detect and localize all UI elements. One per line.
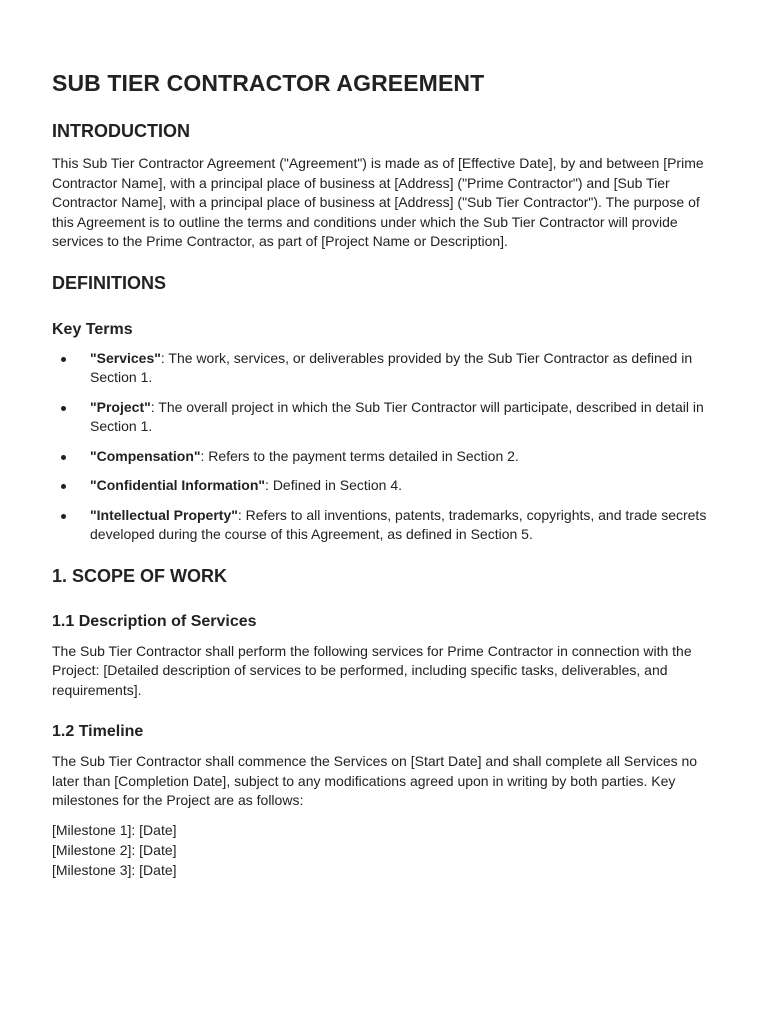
milestone-line: [Milestone 1]: [Date]: [52, 821, 177, 838]
description-of-services-heading: 1.1 Description of Services: [52, 612, 257, 630]
term-definition: : The work, services, or deliverables provided by the Sub Tier Contractor as defined in Section 1.: [90, 349, 693, 385]
term-name: "Intellectual Property": [90, 506, 238, 523]
list-item: [52, 447, 720, 467]
definitions-heading: DEFINITIONS: [52, 272, 167, 293]
introduction-heading: INTRODUCTION: [52, 121, 190, 141]
timeline-paragraph: The Sub Tier Contractor shall commence the Services on [Start Date] and shall complete all Services no later than [Completion Date], subject to any modifications agreed upon in writing by both parties. Key milestones for the Project are as follows:: [52, 753, 698, 808]
term-definition: : Defined in Section 4.: [265, 477, 403, 493]
key-terms-heading: Key Terms: [52, 320, 133, 338]
scope-of-work-heading: 1. SCOPE OF WORK: [52, 565, 228, 586]
milestone-list: [52, 820, 720, 880]
list-item: [52, 506, 720, 545]
bullet-icon: [61, 406, 66, 411]
bullet-icon: [61, 455, 66, 460]
term-name: "Confidential Information": [90, 477, 266, 493]
list-item: [52, 349, 720, 388]
term-name: "Project": [90, 398, 151, 415]
timeline-heading: 1.2 Timeline: [52, 723, 144, 740]
term-definition: : Refers to the payment terms detailed in Section 2.: [200, 447, 519, 464]
description-of-services-paragraph: The Sub Tier Contractor shall perform the following services for Prime Contractor in connection with the Project: [Detailed description of services to be performed, including specific tasks, deliverables, and requirements].: [52, 642, 692, 698]
term-name: "Services": [90, 349, 161, 366]
bullet-icon: [61, 484, 66, 489]
list-item: [52, 398, 720, 437]
bullet-icon: [61, 357, 66, 362]
term-definition: : The overall project in which the Sub Tier Contractor will participate, described in detail in Section 1.: [90, 398, 704, 434]
key-terms-list: [52, 349, 720, 545]
bullet-icon: [61, 514, 66, 519]
introduction-paragraph: This Sub Tier Contractor Agreement ("Agreement") is made as of [Effective Date], by and between [Prime Contractor Name], with a principal place of business at [Address] ("Prime Contractor") and [Sub Tier Contractor Name], with a principal place of business at [Address] ("Sub Tier Contractor"). The purpose of this Agreement is to outline the terms and conditions under which the Sub Tier Contractor will provide services to the Prime Contractor, as part of [Project Name or Description].: [52, 155, 704, 249]
term-name: "Compensation": [90, 447, 201, 464]
document-title: SUB TIER CONTRACTOR AGREEMENT: [52, 70, 485, 96]
list-item: [52, 476, 720, 496]
milestone-line: [Milestone 2]: [Date]: [52, 841, 177, 858]
term-definition: : Refers to all inventions, patents, trademarks, copyrights, and trade secrets developed during the course of this Agreement, as defined in Section 5.: [90, 506, 707, 542]
milestone-line: [Milestone 3]: [Date]: [52, 861, 177, 878]
